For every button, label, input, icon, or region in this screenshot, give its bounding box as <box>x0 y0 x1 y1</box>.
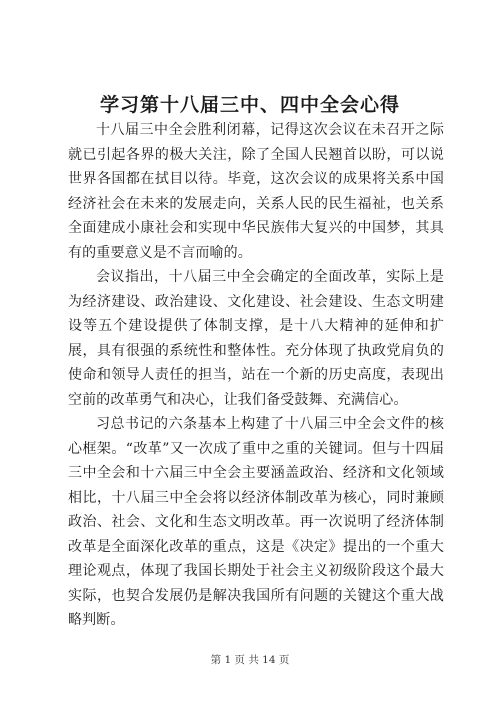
document-title: 学习第十八届三中、四中全会心得 <box>99 94 400 116</box>
paragraph-2: 会议指出，十八届三中全会确定的全面改革，实际上是为经济建设、政治建设、文化建设、社会建设、生态文明建设等五个建设提供了体制支撑，是十八大精神的延伸和扩展，具有很强的系统性和整体性。充分体现了执政党肩负的使命和领导人责任的担当，站在一个新的历史高度，表现出空前的改革勇气和决心，让我们备受鼓舞、充满信心。 <box>68 269 444 408</box>
paragraph-1: 十八届三中全会胜利闭幕，记得这次会议在未召开之际就已引起各界的极大关注，除了全国人民翘首以盼，可以说世界各国都在拭目以待。毕竟，这次会议的成果将关系中国经济社会在未来的发展走向，关系人民的民生福祉，也关系全面建成小康社会和实现中华民族伟大复兴的中国梦，其具有的重要意义是不言而喻的。 <box>68 122 444 261</box>
page-footer: 第 1 页 共 14 页 <box>210 654 290 666</box>
document-body <box>68 118 444 633</box>
paragraph-3: 习总书记的六条基本上构建了十八届三中全会文件的核心框架。“改革”又一次成了重中之重的关键词。但与十四届三中全会和十六届三中全会主要涵盖政治、经济和文化领域相比，十八届三中全会将以经济体制改革为核心，同时兼顾政治、社会、文化和生态文明改革。再一次说明了经济体制改革是全面深化改革的重点，这是《决定》提出的一个重大理论观点，体现了我国长期处于社会主义初级阶段这个最大实际，也契合发展仍是解决我国所有问题的关键这个重大战略判断。 <box>68 416 444 628</box>
